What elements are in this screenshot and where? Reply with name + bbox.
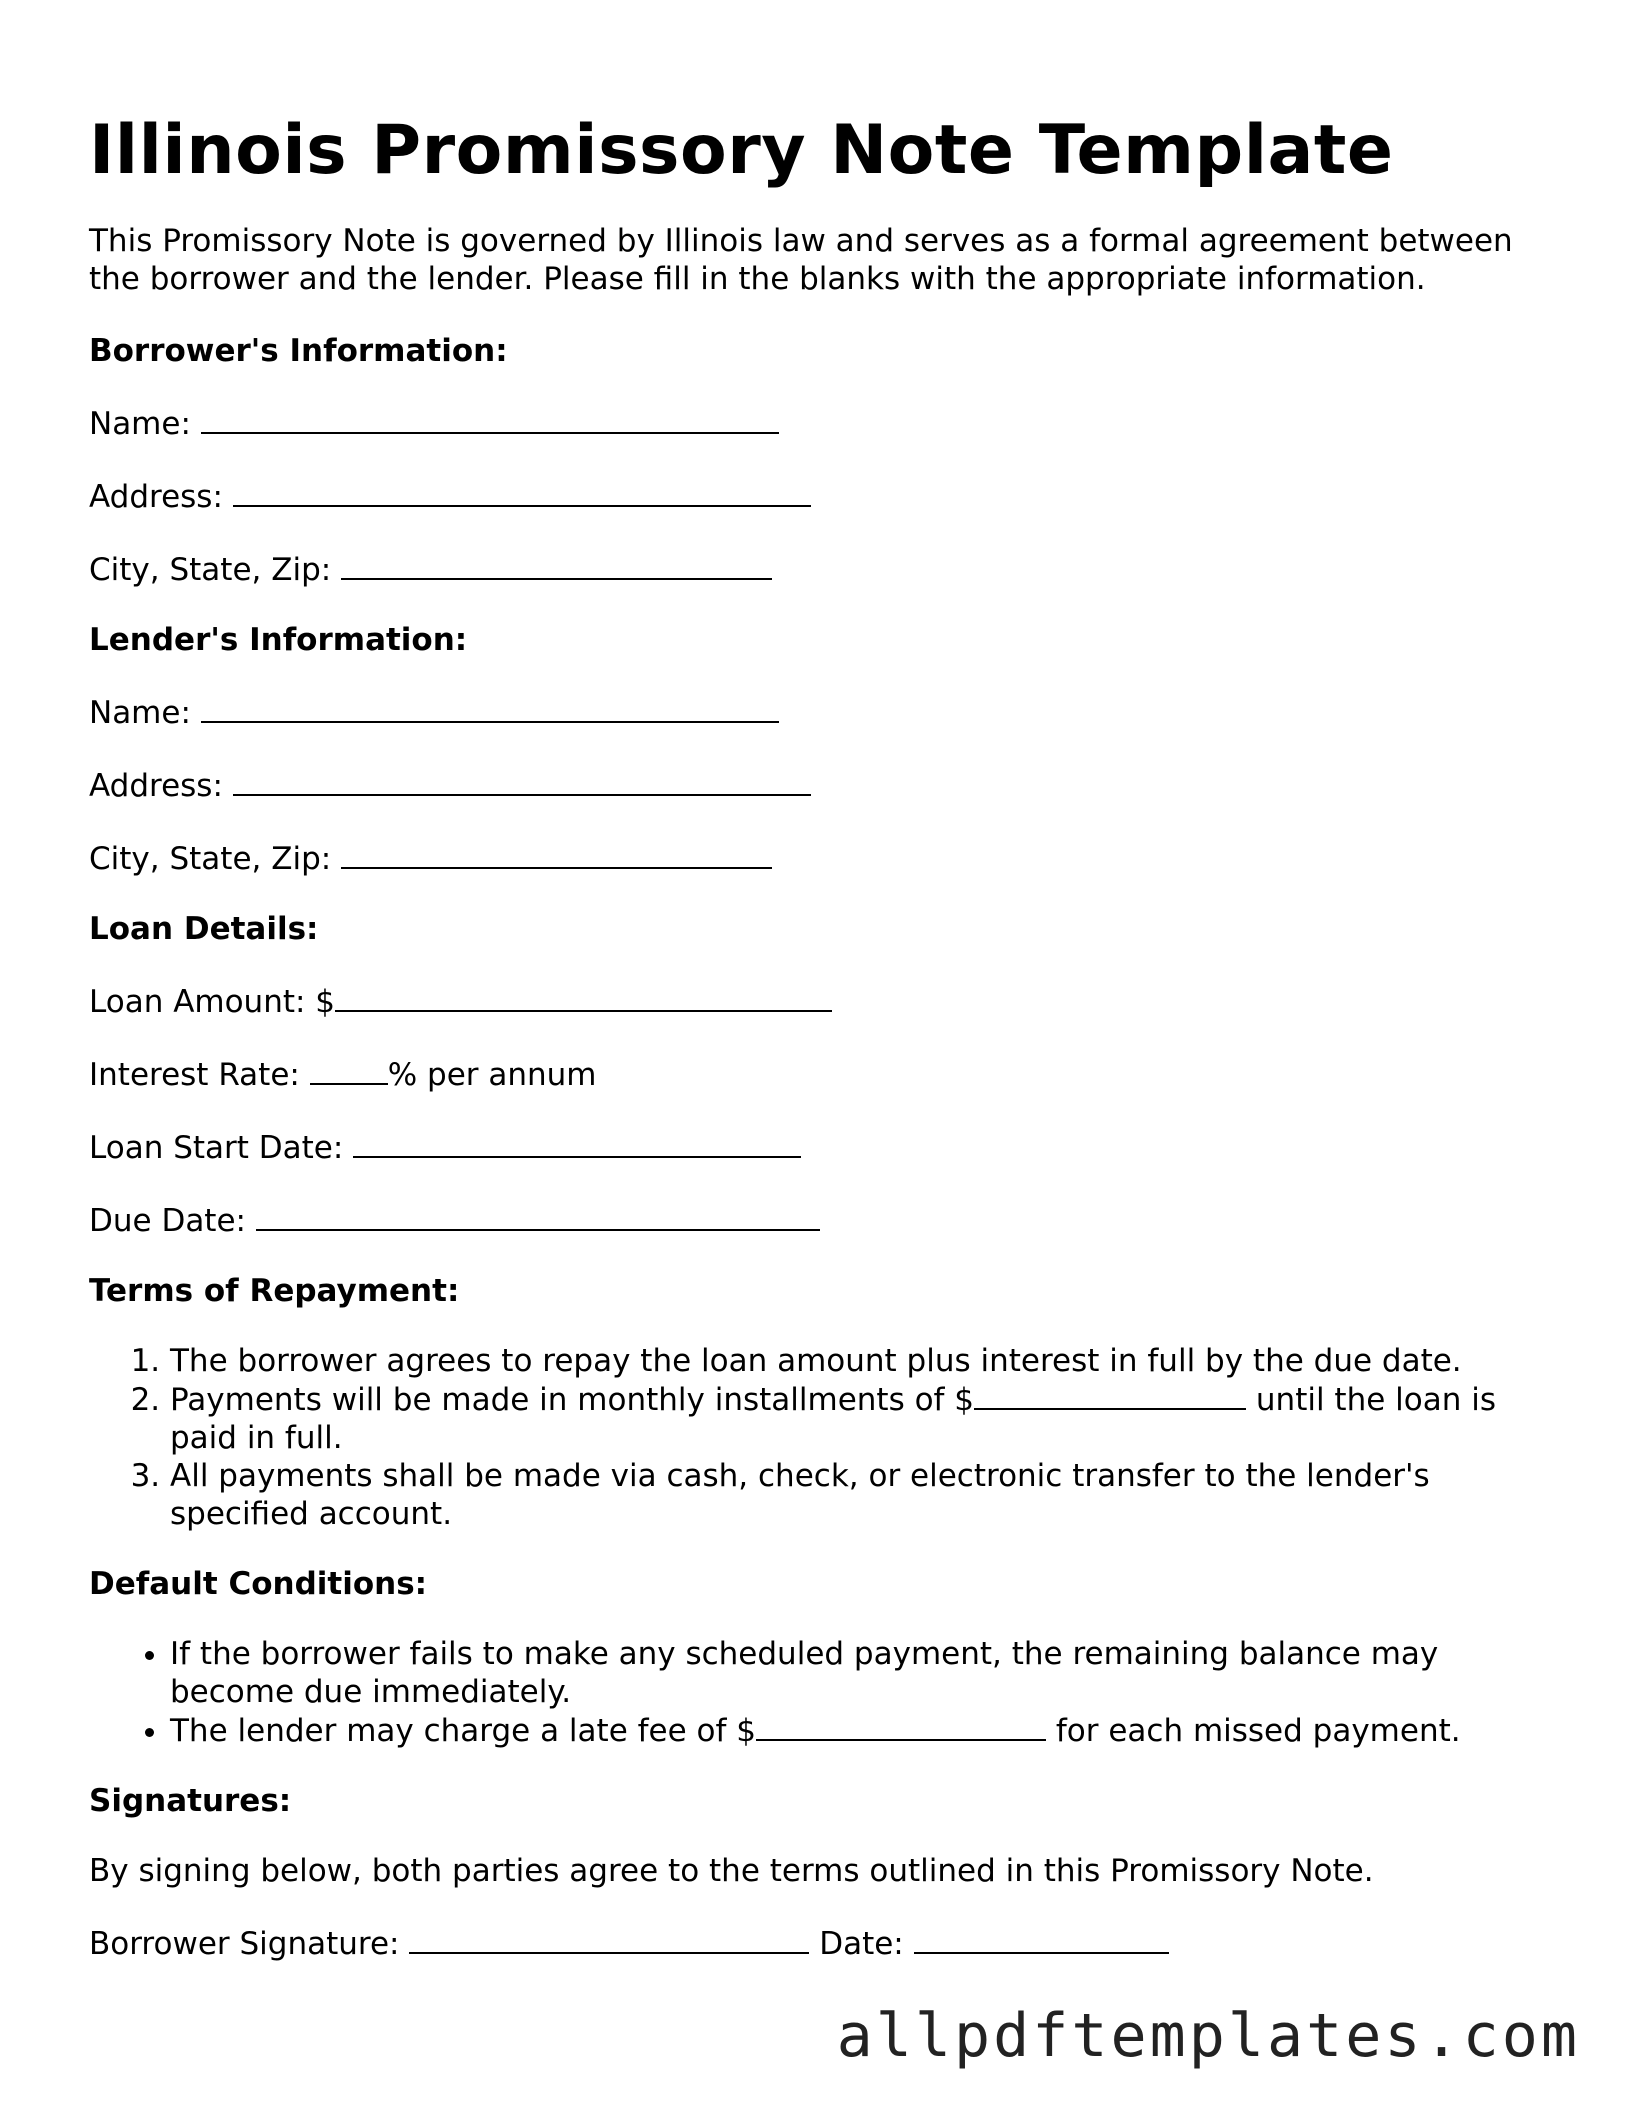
borrower-signature-blank[interactable] bbox=[409, 1922, 809, 1954]
loan-amount-blank[interactable] bbox=[335, 980, 832, 1012]
late-fee-blank[interactable] bbox=[756, 1711, 1046, 1741]
borrower-city-field bbox=[89, 548, 1569, 589]
repayment-item-1 bbox=[170, 1342, 1569, 1380]
loan-heading: Loan Details: bbox=[89, 911, 319, 947]
repayment-item-2-text-after: until the loan is paid in full. bbox=[170, 1382, 1496, 1456]
default-heading: Default Conditions: bbox=[89, 1566, 428, 1602]
loan-amount-field bbox=[89, 980, 1569, 1021]
interest-rate-suffix: % per annum bbox=[387, 1057, 597, 1093]
loan-start-blank[interactable] bbox=[353, 1126, 801, 1158]
due-date-label: Due Date: bbox=[89, 1203, 246, 1239]
watermark-text: allpdftemplates.com bbox=[836, 2001, 1580, 2071]
default-list bbox=[89, 1635, 1569, 1750]
loan-start-label: Loan Start Date: bbox=[89, 1130, 344, 1166]
lender-address-field bbox=[89, 764, 1569, 805]
due-date-blank[interactable] bbox=[256, 1199, 820, 1231]
lender-city-blank[interactable] bbox=[341, 837, 772, 869]
repayment-item-3 bbox=[170, 1457, 1569, 1533]
loan-amount-label: Loan Amount: $ bbox=[89, 984, 336, 1020]
borrower-signature-field bbox=[89, 1922, 1569, 1963]
document-title: Illinois Promissory Note Template bbox=[89, 111, 1394, 190]
default-item-2-text-before: The lender may charge a late fee of $ bbox=[170, 1713, 756, 1749]
lender-city-label: City, State, Zip: bbox=[89, 841, 332, 877]
repayment-item-2 bbox=[170, 1380, 1569, 1457]
lender-city-field bbox=[89, 837, 1569, 878]
lender-address-blank[interactable] bbox=[233, 764, 811, 796]
borrower-heading: Borrower's Information: bbox=[89, 333, 508, 369]
borrower-name-label: Name: bbox=[89, 406, 191, 442]
signatures-heading: Signatures: bbox=[89, 1783, 292, 1819]
intro-paragraph: This Promissory Note is governed by Illinois law and serves as a formal agreement between the borrower and the lender. Please fill in the blanks with the appropriate information. bbox=[89, 223, 1513, 297]
repayment-heading: Terms of Repayment: bbox=[89, 1273, 460, 1309]
repayment-item-2-text-before: Payments will be made in monthly installments of $ bbox=[170, 1382, 975, 1418]
borrower-name-blank[interactable] bbox=[201, 402, 779, 434]
lender-heading: Lender's Information: bbox=[89, 622, 468, 658]
interest-rate-field bbox=[89, 1053, 1569, 1094]
lender-name-label: Name: bbox=[89, 695, 191, 731]
repayment-item-1-text: The borrower agrees to repay the loan amount plus interest in full by the due date. bbox=[170, 1343, 1462, 1379]
loan-start-field bbox=[89, 1126, 1569, 1167]
due-date-field bbox=[89, 1199, 1569, 1240]
default-item-2 bbox=[170, 1711, 1569, 1750]
default-item-1-text: If the borrower fails to make any scheduled payment, the remaining balance may become due immediately. bbox=[170, 1636, 1439, 1710]
interest-rate-blank[interactable] bbox=[310, 1053, 388, 1085]
lender-address-label: Address: bbox=[89, 768, 223, 804]
borrower-city-blank[interactable] bbox=[341, 548, 772, 580]
borrower-address-blank[interactable] bbox=[233, 475, 811, 507]
repayment-item-3-text: All payments shall be made via cash, check, or electronic transfer to the lender's specified account. bbox=[170, 1458, 1430, 1532]
signatures-statement: By signing below, both parties agree to the terms outlined in this Promissory Note. bbox=[89, 1853, 1374, 1889]
repayment-list bbox=[89, 1342, 1569, 1533]
borrower-address-field bbox=[89, 475, 1569, 516]
signature-date-blank[interactable] bbox=[914, 1922, 1169, 1954]
installment-amount-blank[interactable] bbox=[974, 1380, 1246, 1410]
borrower-address-label: Address: bbox=[89, 479, 223, 515]
lender-name-field bbox=[89, 691, 1569, 732]
borrower-city-label: City, State, Zip: bbox=[89, 552, 332, 588]
lender-name-blank[interactable] bbox=[201, 691, 779, 723]
interest-rate-label: Interest Rate: bbox=[89, 1057, 300, 1093]
default-item-2-text-after: for each missed payment. bbox=[1046, 1713, 1461, 1749]
signature-date-label: Date: bbox=[819, 1926, 904, 1962]
default-item-1 bbox=[170, 1635, 1569, 1711]
borrower-name-field bbox=[89, 402, 1569, 443]
borrower-signature-label: Borrower Signature: bbox=[89, 1926, 400, 1962]
document-page bbox=[89, 110, 1569, 1995]
